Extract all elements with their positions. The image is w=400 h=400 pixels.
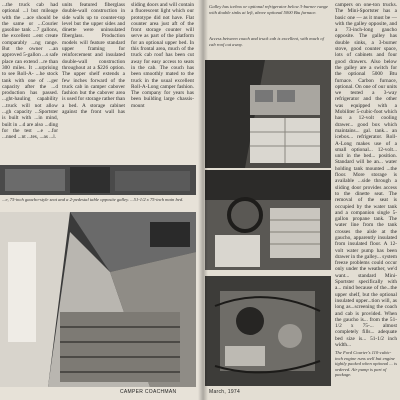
access-caption: Access between coach and truck cab is excellent, with much of cab roof cut away. [209,36,324,47]
left-page-column-2: units featured fiberglass double-wall construction in side walls up to counter-top level but the upper sides and dinette were uninsulated fiberglass. Production models will feature standard upper framing for reinforcement and insulated double-wall construction throughout at a $226 option. The upper shelf extends a few inches forward of the truck cab in camper cabover fashion but the cabover area is used for storage rather than a bed. A storage cabinet against the front wall has sliding doors and will contain a fluorescent light which our prototype did not have. Flat counter area just aft of the front storage counter will serve as part of the platform for an optional upper bed. In this frontal area, much of the truck cab roof has been cut away for easy access to seats in the cab. The couch has been smoothly mated to the truck in the usual excellent Roll-A-Long camper fashion. The company for years has been building large chassis-mount [62,2,194,116]
top-photo-strip [0,165,196,195]
right-page-footer: March, 1974 [209,389,241,395]
page-gutter [198,0,208,400]
cab-access-photo [205,170,331,270]
galley-photo [205,60,331,168]
right-page [203,0,400,400]
galley-caption: Galley has icebox or optional refrigerator below 3-burner range with double sinks at left, above optional 5000 Btu furnace. [209,4,328,15]
left-page-footer: CAMPER COACHMAN [120,389,177,395]
engine-caption: The Ford Courier's 110-cubic-inch engine runs well but engine tightly packed when optional ... is ordered. Air pump is part of package. [335,350,397,378]
left-page-column-1: ...the truck cab had optional ...l but mileage with the ...ace should be the same or ...Courier gasoline tank ...7 gallons, the excellent ...ent create comparably ...ng range. But the owner ...an approved 5-gallon ...s safe place can extend ...re than 300 miles. It ...urprising to see Roll-A- ...he stock tank with one of ...ger capacity after the ...d production has passed. ...ght-hauling capability ...truck will not allow ...gh capacity ...Sportster is built with ...in mind, built in ...d are also ...ding for the test ...e ...for ...nned ...nt ...tes, ...as ...l. [2,2,58,141]
right-page-column: campers on one-ton trucks. The Mini-Sportster has a basic one — as it must be — with the galley opposite, and a 73-inch-long gaucho opposite. The galley has double sinks, a 3-burner stove, good counter space, lots of cabinets and four good drawers. Also below the galley are a switch for the optional 5000 Btu furnace. Carbon furnace, optional. On one of our units we tested a 3-way refrigerator and the other was equipped with a Mobiliter 5-cubic-foot which has a 12-volt cooling drawer... good box which maintains... gal. tank... an icebox... refrigerator. Roll-A-Long makes use of a small optional... 12-volt... unit in the bed... position. Standard will be an... water holding tank mounted ...the floor. More storage is available ...side through a sliding door provides access to the dinette seat. The removal of the seat is occupied by the water tank and a companion single 5-gallon propane tank. The water line from the tank crosses the aisle at the gaucho, apparently insulated from insulated floor. A 12-volt water pump has been drawer in the galley... system freeze problems could occur only under the weather, we'd want... standard Mini-Sportster specifically with a... mind because of the...the upper shelf, but the optional insulated upper...tion will, as long as...screening the coach and cab is provided. When the gaucho is... from the 51-1/2 x 75-... almost completely fills... adequate bed size is... 51-1/2 inch width... [335,2,397,347]
engine-photo [205,276,331,386]
interior-bed-photo [0,212,196,387]
left-photo-caption: ...e, 75-inch gaucho-style seat and a 2-pedestal table opposite galley. ...51-1/2 x 75-inch main bed. [2,197,184,202]
